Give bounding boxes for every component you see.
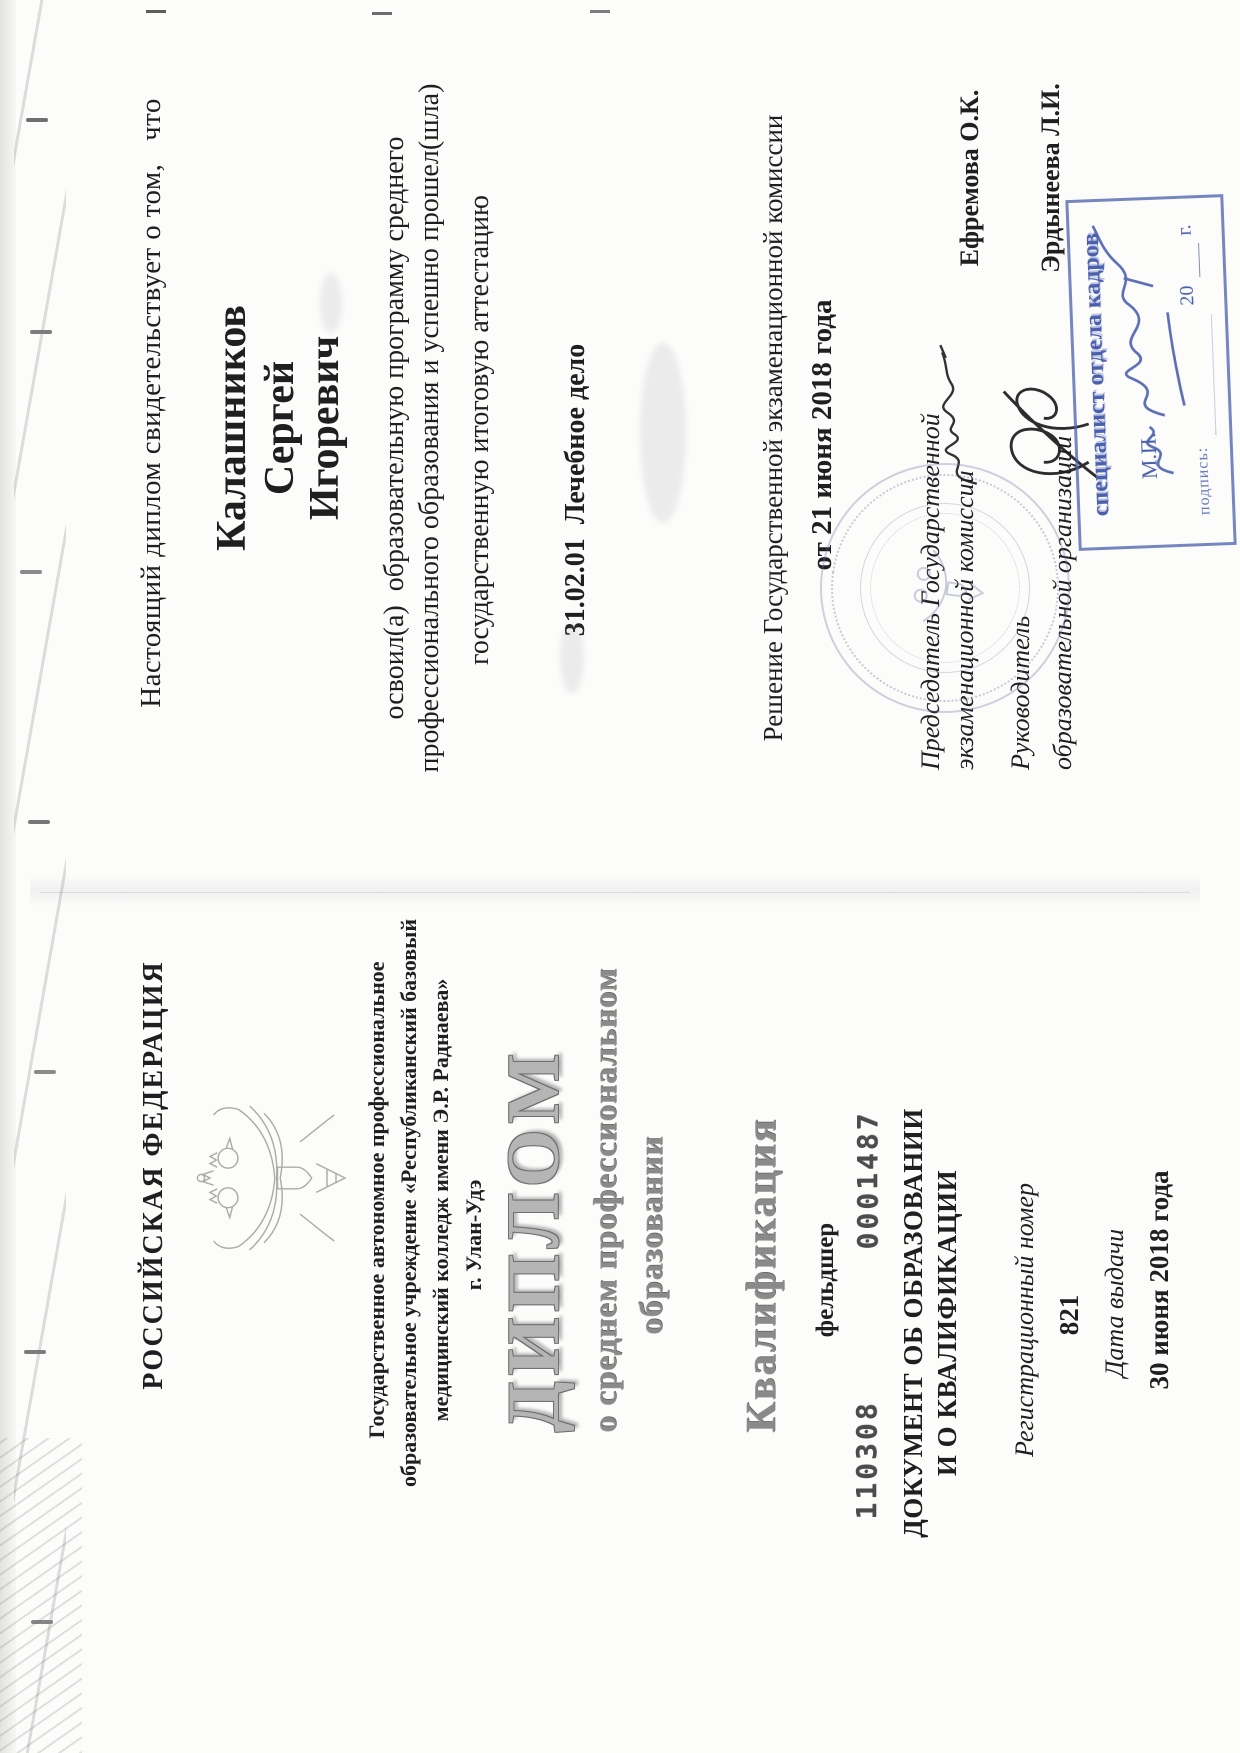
hr-department-stamp [1065, 194, 1236, 551]
specialty-line: 31.02.01 Лечебное дело [560, 343, 591, 637]
institution-line-1: Государственное автономное профессиональное [364, 961, 389, 1439]
commission-decision-line: Решение Государственной экзаменационной комиссии [758, 114, 788, 742]
institution-city: г. Улан-Удэ [461, 1179, 486, 1291]
stamp-signature-line [1211, 315, 1217, 435]
chairman-name: Ефремова О.К. [955, 89, 984, 267]
doc-type-line-1: ДОКУМЕНТ ОБ ОБРАЗОВАНИИ [898, 1108, 928, 1538]
institution-line-2: образовательное учреждение «Республиканский базовый [396, 918, 421, 1488]
country-heading: РОССИЙСКАЯ ФЕДЕРАЦИЯ [138, 960, 169, 1390]
diploma-title: ДИПЛОМ [493, 1047, 575, 1433]
page-fold-shade [30, 875, 1200, 907]
stamp-title: специалист отдела кадров [1077, 232, 1115, 517]
diploma-series: 110308 [850, 1400, 883, 1520]
scan-bleed-spot [560, 623, 584, 693]
qualification-value: фельдшер [812, 1222, 839, 1338]
scan-bleed-spot [640, 343, 686, 523]
scan-bleed-spot [320, 273, 342, 333]
russia-coat-of-arms-icon [192, 1088, 354, 1268]
head-label-line-2: образовательной организации [1048, 435, 1077, 770]
page-fold-line [40, 892, 1190, 893]
stamp-handwritten-signature [1083, 215, 1211, 487]
issue-date-value: 30 июня 2018 года [1144, 1170, 1174, 1390]
head-label-line-1: Руководитель [1006, 615, 1035, 770]
stamp-mp-label: М.П. [1135, 432, 1163, 480]
stamp-year-prefix: 20 [1175, 285, 1199, 306]
diploma-number: 0001487 [851, 1110, 884, 1250]
torn-edge-marks [26, 118, 48, 122]
registration-label: Регистрационный номер [1010, 1183, 1039, 1457]
program-line-2: профессионального образования и успешно прошел(шла) [414, 83, 445, 773]
registration-number: 821 [1054, 1294, 1084, 1336]
graduate-first-name: Сергей [257, 360, 303, 496]
program-line-1: освоил(а) образовательную программу среднего [379, 136, 410, 720]
intro-line: Настоящий диплом свидетельствует о том, что [135, 98, 167, 708]
stamp-signature-label: подпись: [1193, 446, 1214, 516]
diploma-subtitle-line-2: образовании [634, 1135, 670, 1335]
official-round-seal [804, 447, 1086, 729]
commission-decision-date: от 21 июня 2018 года [806, 299, 838, 571]
chairman-label-line-1: Председатель Государственной [916, 413, 945, 770]
program-line-3: государственную итоговую аттестацию [464, 195, 495, 665]
graduate-patronymic: Игоревич [302, 335, 348, 521]
seal-emblem [884, 531, 1007, 645]
issue-date-label: Дата выдачи [1100, 1228, 1129, 1378]
stamp-year-suffix: г. [1173, 224, 1196, 237]
scan-noise-pattern [0, 1438, 82, 1753]
head-name: Эрдынеева Л.И. [1036, 83, 1065, 273]
doc-type-line-2: И О КВАЛИФИКАЦИИ [932, 1169, 962, 1477]
graduate-surname: Калашников [209, 305, 255, 551]
fold-mark-dashes [146, 10, 166, 13]
qualification-label: Квалификация [739, 1117, 785, 1433]
chairman-label-line-2: экзаменационной комиссии [950, 470, 979, 770]
diploma-subtitle-line-1: о среднем профессиональном [588, 967, 624, 1433]
institution-line-3: медицинский колледж имени Э.Р. Раднаева» [428, 978, 453, 1422]
